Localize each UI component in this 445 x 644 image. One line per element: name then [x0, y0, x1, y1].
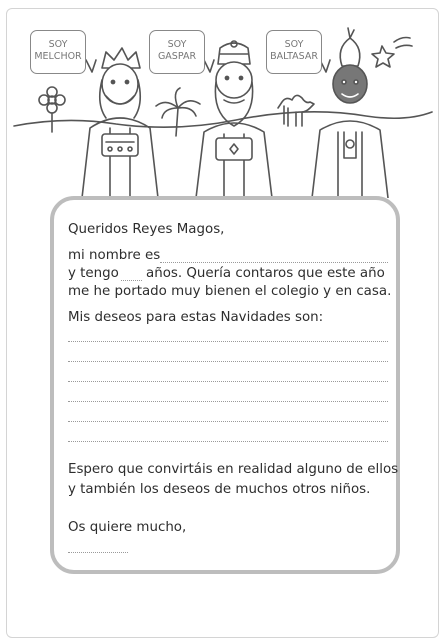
wish-line[interactable]: [68, 361, 388, 362]
signature-blank[interactable]: [68, 552, 128, 553]
letter-greeting: Queridos Reyes Magos,: [68, 222, 225, 237]
wish-line[interactable]: [68, 421, 388, 422]
bubble-text-soy: SOY: [167, 39, 187, 50]
speech-bubble-gaspar: [149, 30, 205, 74]
bubble-text-gaspar: GASPAR: [157, 51, 197, 62]
age-suffix-text: años. Quería contaros que este año: [146, 266, 385, 281]
speech-bubble-baltasar: [266, 30, 322, 74]
farewell-text: Os quiere mucho,: [68, 520, 187, 535]
king-melchor-figure: [82, 48, 158, 198]
wishes-intro: Mis deseos para estas Navidades son:: [68, 310, 324, 325]
flower-icon: [39, 87, 65, 132]
age-label: y tengo: [68, 266, 119, 281]
wish-line[interactable]: [68, 341, 388, 342]
closing-line-1: Espero que convirtáis en realidad alguno de ellos: [68, 462, 399, 477]
bubble-text-soy: SOY: [284, 39, 304, 50]
camel-icon: [278, 95, 314, 126]
wish-line[interactable]: [68, 441, 388, 442]
bubble-text-melchor: MELCHOR: [34, 51, 82, 62]
closing-line-2: y también los deseos de muchos otros niños.: [68, 482, 371, 497]
wish-line[interactable]: [68, 401, 388, 402]
name-blank[interactable]: [160, 262, 388, 263]
bubble-text-baltasar: BALTASAR: [270, 51, 318, 62]
behaviour-text: me he portado muy bienen el colegio y en casa.: [68, 284, 392, 299]
bubble-text-soy: SOY: [48, 39, 68, 50]
wish-line[interactable]: [68, 381, 388, 382]
star-icon: [372, 38, 412, 68]
name-label: mi nombre es: [68, 248, 161, 263]
speech-bubble-melchor: [30, 30, 86, 74]
palm-tree-icon: [156, 88, 200, 136]
age-blank[interactable]: [121, 280, 142, 281]
